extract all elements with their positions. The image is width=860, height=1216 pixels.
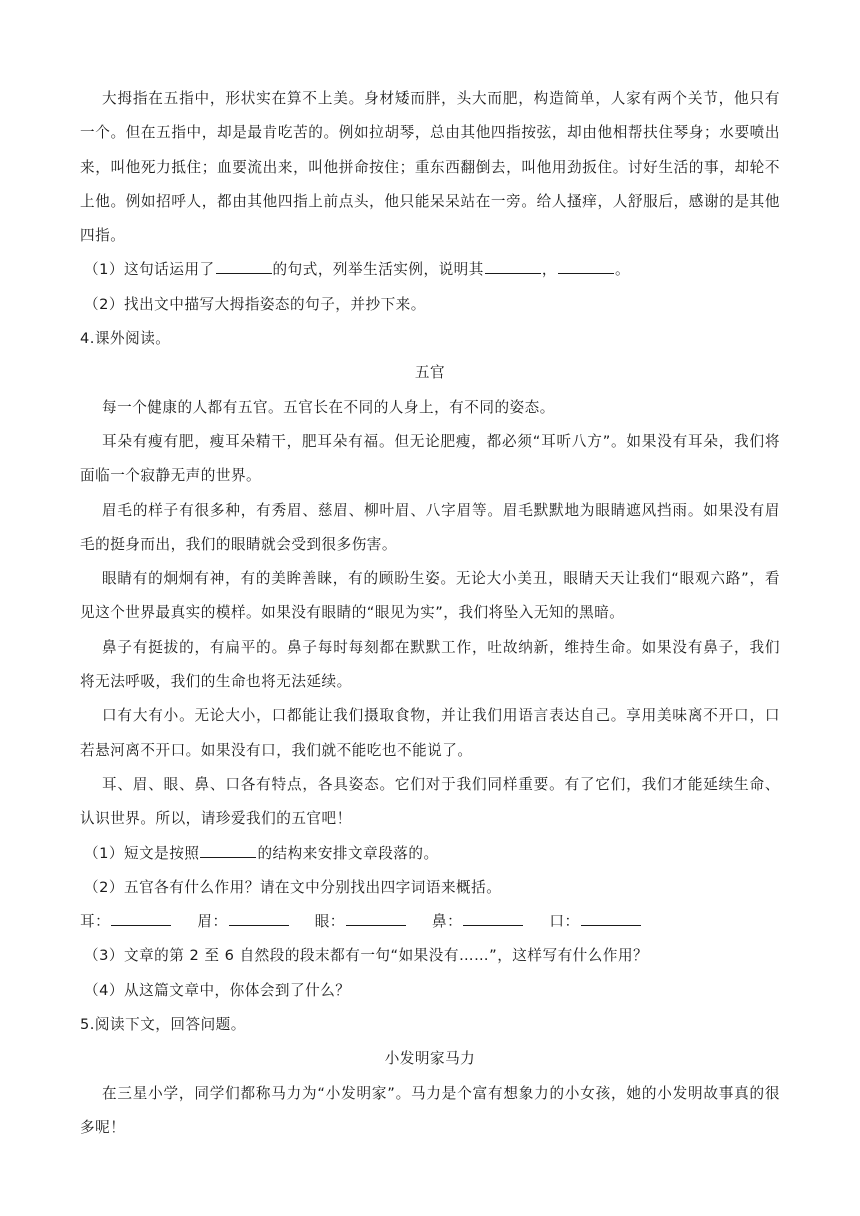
passage-paragraph: 大拇指在五指中，形状实在算不上美。身材矮而胖，头大而肥，构造简单，人家有两个关节，他只有一个。但在五指中，却是最肯吃苦的。例如拉胡琴，总由其他四指按弦，却由他相帮扶住琴身；水要喷出来，叫他死力抵住；血要流出来，叫他拼命按住；重东西翻倒去，叫他用劲扳住。讨好生活的事，却轮不上他。例如招呼人，都由其他四指上前点头，他只能呆呆站在一旁。给人搔痒，人舒服后，感谢的是其他四指。 — [80, 90, 780, 245]
answer-blank[interactable] — [581, 911, 641, 926]
passage-paragraph: 眼睛有的炯炯有神，有的美眸善睐，有的顾盼生姿。无论大小美丑，眼睛天天让我们“眼观六路”，看见这个世界最真实的模样。如果没有眼睛的“眼见为实”，我们将坠入无知的黑暗。 — [80, 570, 780, 622]
answer-blank[interactable] — [200, 843, 256, 858]
fill-in-row — [80, 905, 780, 939]
passage-paragraph: 鼻子有挺拔的，有扁平的。鼻子每时每刻都在默默工作，吐故纳新，维持生命。如果没有鼻子，我们将无法呼吸，我们的生命也将无法延续。 — [80, 638, 780, 691]
fill-label: 眼： — [314, 913, 345, 931]
passage-title: 五官 — [414, 364, 446, 382]
question-1 — [80, 837, 780, 871]
answer-blank[interactable] — [229, 911, 289, 926]
section-heading-5: 5.阅读下文，回答问题。 — [80, 1016, 246, 1034]
question-text: 的句式，列举生活实例，说明其 — [272, 261, 484, 279]
question-3: （3）文章的第 2 至 6 自然段的段末都有一句“如果没有……”，这样写有什么作用？ — [84, 947, 649, 965]
question-4: （4）从这篇文章中，你体会到了什么？ — [84, 981, 351, 999]
answer-blank[interactable] — [558, 259, 614, 274]
fill-item-brow — [197, 905, 289, 939]
passage-title: 小发明家马力 — [384, 1050, 476, 1068]
passage-paragraph: 耳朵有瘦有肥，瘦耳朵精干，肥耳朵有福。但无论肥瘦，都必须“耳听八方”。如果没有耳朵，我们将面临一个寂静无声的世界。 — [80, 432, 780, 485]
section-heading-4: 4.课外阅读。 — [80, 330, 171, 348]
fill-label: 眉： — [197, 913, 228, 931]
question-2: （2）五官各有什么作用？请在文中分别找出四字词语来概括。 — [84, 878, 502, 896]
question-text: 的结构来安排文章段落的。 — [257, 844, 439, 862]
fill-item-nose — [432, 905, 524, 939]
answer-blank[interactable] — [463, 911, 523, 926]
answer-blank[interactable] — [346, 911, 406, 926]
answer-blank[interactable] — [485, 259, 541, 274]
fill-label: 鼻： — [432, 913, 463, 931]
fill-label: 口： — [549, 913, 580, 931]
passage-paragraph: 眉毛的样子有很多种，有秀眉、慈眉、柳叶眉、八字眉等。眉毛默默地为眼睛遮风挡雨。如果没有眉毛的挺身而出，我们的眼睛就会受到很多伤害。 — [80, 501, 780, 553]
question-1 — [80, 253, 780, 287]
passage-paragraph: 在三星小学，同学们都称马力为“小发明家”。马力是个富有想象力的小女孩，她的小发明故事真的很多呢！ — [80, 1084, 780, 1136]
question-2: （2）找出文中描写大拇指姿态的句子，并抄下来。 — [84, 295, 426, 313]
passage-paragraph: 口有大有小。无论大小，口都能让我们摄取食物，并让我们用语言表达自己。享用美味离不开口，口若悬河离不开口。如果没有口，我们就不能吃也不能说了。 — [80, 707, 780, 759]
passage-paragraph: 耳、眉、眼、鼻、口各有特点，各具姿态。它们对于我们同样重要。有了它们，我们才能延续生命、认识世界。所以，请珍爱我们的五官吧！ — [80, 775, 780, 828]
fill-item-mouth — [549, 905, 641, 939]
question-text: （1）短文是按照 — [84, 844, 200, 862]
answer-blank[interactable] — [111, 911, 171, 926]
fill-item-eye — [315, 905, 407, 939]
question-text: （1）这句话运用了 — [84, 261, 215, 279]
question-text: 。 — [614, 261, 631, 279]
fill-item-ear — [80, 905, 172, 939]
document-page — [80, 82, 780, 1145]
question-text: ， — [541, 261, 557, 279]
passage-paragraph: 每一个健康的人都有五官。五官长在不同的人身上，有不同的姿态。 — [102, 398, 555, 416]
answer-blank[interactable] — [216, 259, 272, 274]
fill-label: 耳： — [80, 913, 111, 931]
